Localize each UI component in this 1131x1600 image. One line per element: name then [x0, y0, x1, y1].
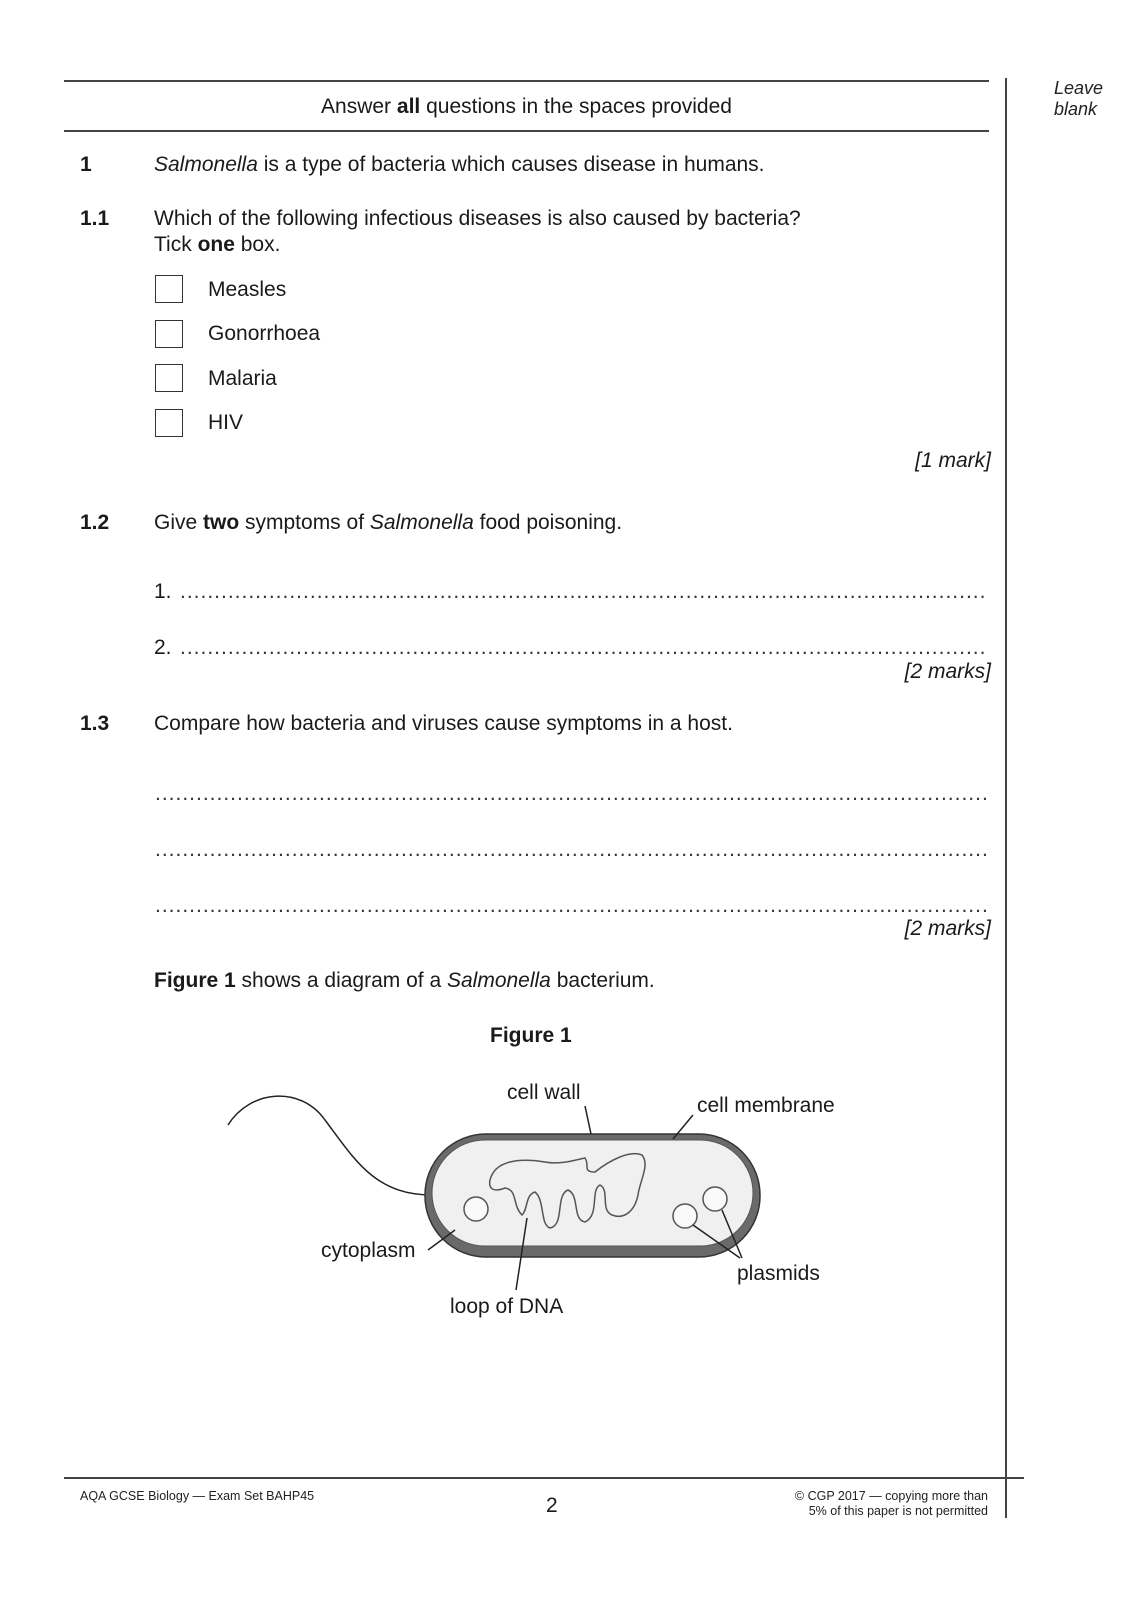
instruction-header: Answer all questions in the spaces provided: [321, 95, 732, 118]
page-number: 2: [546, 1494, 558, 1517]
plasmid-right-1: [673, 1204, 697, 1228]
footer-copyright: © CGP 2017 — copying more than 5% of this paper is not permitted: [794, 1489, 988, 1518]
label-loop-of-dna: loop of DNA: [450, 1295, 564, 1318]
marks-allocation: [1 mark]: [915, 449, 991, 472]
question-text: Which of the following infectious diseases is also caused by bacteria?: [154, 207, 801, 230]
question-number: 1.3: [80, 712, 110, 735]
answer-line-label: 1.: [154, 580, 172, 603]
answer-line-label: 2.: [154, 636, 172, 659]
footer-exam-set: AQA GCSE Biology — Exam Set BAHP45: [80, 1489, 315, 1503]
label-plasmids: plasmids: [737, 1262, 820, 1285]
option-label: Measles: [208, 278, 287, 301]
option-label: Gonorrhoea: [208, 322, 321, 345]
option-label: Malaria: [208, 367, 277, 390]
figure-title: Figure 1: [490, 1024, 572, 1047]
pointer-cell-wall: [585, 1106, 591, 1134]
question-number: 1.2: [80, 511, 110, 534]
label-cell-membrane: cell membrane: [697, 1094, 835, 1117]
plasmid-right-2: [703, 1187, 727, 1211]
marks-allocation: [2 marks]: [904, 660, 991, 683]
question-text: Compare how bacteria and viruses cause symptoms in a host.: [154, 712, 733, 735]
tick-instruction: Tick one box.: [154, 233, 281, 256]
marks-allocation: [2 marks]: [904, 917, 991, 940]
leave-blank-label: Leave blank: [1054, 78, 1104, 119]
label-cytoplasm: cytoplasm: [321, 1239, 416, 1262]
question-intro: Salmonella is a type of bacteria which causes disease in humans.: [154, 153, 765, 176]
plasmid-left: [464, 1197, 488, 1221]
figure-intro: Figure 1 shows a diagram of a Salmonella bacterium.: [154, 969, 655, 992]
option-label: HIV: [208, 411, 244, 434]
question-number: 1.1: [80, 207, 110, 230]
flagellum: [228, 1096, 432, 1195]
question-text: Give two symptoms of Salmonella food poisoning.: [154, 511, 623, 534]
question-number: 1: [80, 153, 92, 176]
label-cell-wall: cell wall: [507, 1081, 581, 1104]
